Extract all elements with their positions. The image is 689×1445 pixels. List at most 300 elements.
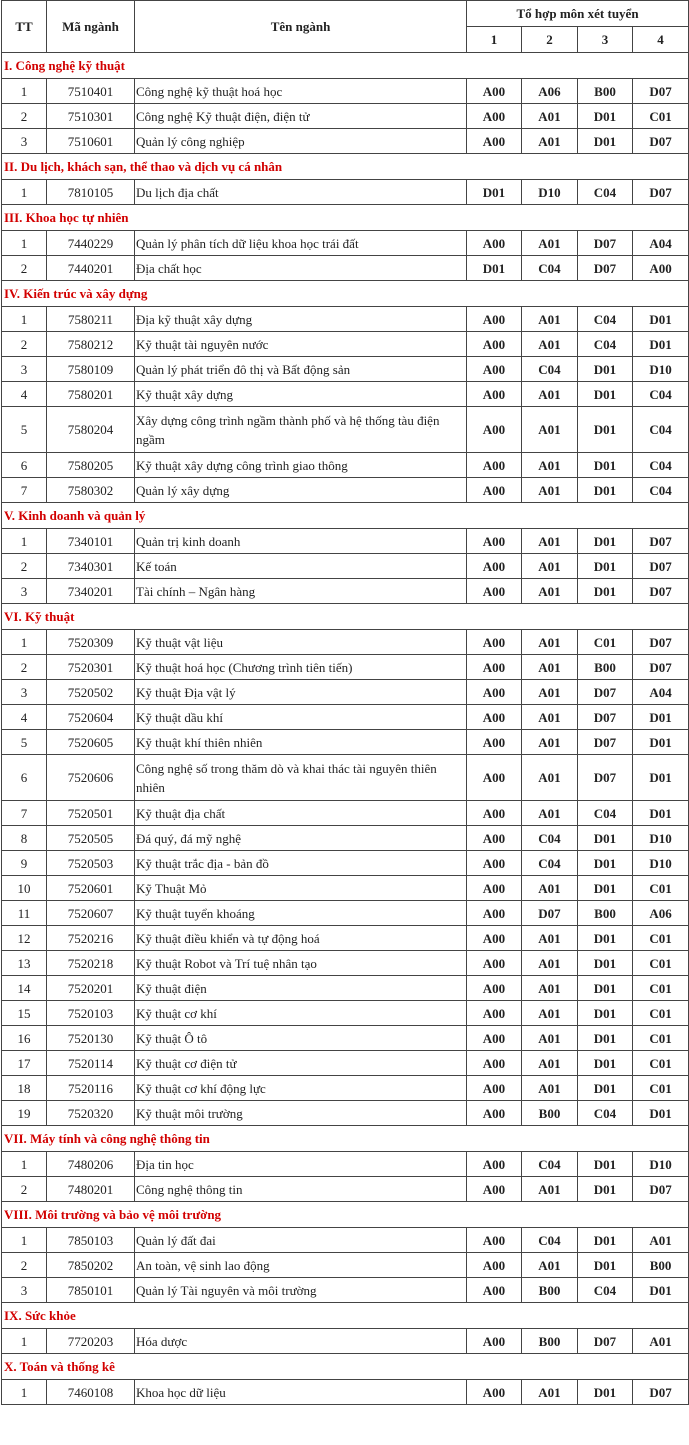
row-name: Hóa dược bbox=[135, 1329, 467, 1354]
row-subject-1: A00 bbox=[467, 851, 522, 876]
row-subject-1: A00 bbox=[467, 579, 522, 604]
row-subject-2: C04 bbox=[522, 357, 578, 382]
row-name: Quản lý xây dựng bbox=[135, 478, 467, 503]
row-subject-4: D07 bbox=[633, 1177, 689, 1202]
row-subject-2: A01 bbox=[522, 1177, 578, 1202]
row-subject-1: A00 bbox=[467, 730, 522, 755]
row-subject-3: B00 bbox=[578, 79, 633, 104]
row-name: Công nghệ Kỹ thuật điện, điện tử bbox=[135, 104, 467, 129]
table-row bbox=[2, 307, 689, 332]
row-subject-3: D01 bbox=[578, 453, 633, 478]
row-tt: 1 bbox=[2, 231, 47, 256]
row-code: 7520606 bbox=[47, 755, 135, 801]
row-subject-4: D01 bbox=[633, 1278, 689, 1303]
table-row bbox=[2, 1329, 689, 1354]
row-subject-1: A00 bbox=[467, 1177, 522, 1202]
row-subject-2: A01 bbox=[522, 478, 578, 503]
row-tt: 16 bbox=[2, 1026, 47, 1051]
row-code: 7520605 bbox=[47, 730, 135, 755]
row-subject-4: C01 bbox=[633, 1001, 689, 1026]
row-code: 7440201 bbox=[47, 256, 135, 281]
table-row bbox=[2, 407, 689, 453]
row-subject-3: D01 bbox=[578, 1051, 633, 1076]
row-subject-2: A01 bbox=[522, 755, 578, 801]
row-subject-4: C01 bbox=[633, 951, 689, 976]
row-code: 7440229 bbox=[47, 231, 135, 256]
row-subject-3: D01 bbox=[578, 554, 633, 579]
header-tt: TT bbox=[2, 1, 47, 53]
row-tt: 5 bbox=[2, 407, 47, 453]
table-row bbox=[2, 755, 689, 801]
row-code: 7580109 bbox=[47, 357, 135, 382]
row-name: Kỹ thuật cơ khí bbox=[135, 1001, 467, 1026]
row-tt: 4 bbox=[2, 382, 47, 407]
row-subject-3: C01 bbox=[578, 630, 633, 655]
row-code: 7850101 bbox=[47, 1278, 135, 1303]
section-row bbox=[2, 604, 689, 630]
table-row bbox=[2, 231, 689, 256]
row-subject-3: D01 bbox=[578, 478, 633, 503]
row-subject-4: D01 bbox=[633, 801, 689, 826]
row-code: 7580204 bbox=[47, 407, 135, 453]
row-subject-3: D01 bbox=[578, 926, 633, 951]
row-subject-2: A01 bbox=[522, 382, 578, 407]
row-subject-4: C04 bbox=[633, 382, 689, 407]
table-row bbox=[2, 79, 689, 104]
row-subject-4: A04 bbox=[633, 680, 689, 705]
row-subject-1: D01 bbox=[467, 256, 522, 281]
table-row bbox=[2, 579, 689, 604]
row-subject-4: D07 bbox=[633, 1380, 689, 1405]
row-subject-1: A00 bbox=[467, 801, 522, 826]
row-subject-2: A01 bbox=[522, 453, 578, 478]
row-code: 7480201 bbox=[47, 1177, 135, 1202]
row-subject-2: B00 bbox=[522, 1278, 578, 1303]
row-tt: 3 bbox=[2, 680, 47, 705]
row-name: Công nghệ số trong thăm dò và khai thác tài nguyên thiên nhiên bbox=[135, 755, 467, 801]
row-subject-4: C01 bbox=[633, 1051, 689, 1076]
row-code: 7850202 bbox=[47, 1253, 135, 1278]
row-name: Kỹ thuật vật liệu bbox=[135, 630, 467, 655]
row-subject-4: D10 bbox=[633, 851, 689, 876]
row-subject-4: C01 bbox=[633, 1026, 689, 1051]
row-subject-1: A00 bbox=[467, 876, 522, 901]
row-name: Kỹ thuật xây dựng công trình giao thông bbox=[135, 453, 467, 478]
row-subject-2: B00 bbox=[522, 1101, 578, 1126]
row-subject-4: A01 bbox=[633, 1329, 689, 1354]
row-subject-1: A00 bbox=[467, 529, 522, 554]
row-subject-1: A00 bbox=[467, 307, 522, 332]
row-tt: 19 bbox=[2, 1101, 47, 1126]
row-tt: 13 bbox=[2, 951, 47, 976]
row-subject-1: A00 bbox=[467, 382, 522, 407]
row-code: 7520116 bbox=[47, 1076, 135, 1101]
row-tt: 2 bbox=[2, 655, 47, 680]
row-subject-2: D10 bbox=[522, 180, 578, 205]
row-subject-1: A00 bbox=[467, 554, 522, 579]
row-subject-2: A01 bbox=[522, 1026, 578, 1051]
row-subject-4: D10 bbox=[633, 357, 689, 382]
row-code: 7580302 bbox=[47, 478, 135, 503]
row-code: 7720203 bbox=[47, 1329, 135, 1354]
row-subject-2: A06 bbox=[522, 79, 578, 104]
table-row bbox=[2, 630, 689, 655]
row-name: Kỹ thuật tuyển khoáng bbox=[135, 901, 467, 926]
row-name: Quản lý phát triển đô thị và Bất động sản bbox=[135, 357, 467, 382]
table-body bbox=[2, 53, 689, 1405]
table-row bbox=[2, 1152, 689, 1177]
row-tt: 8 bbox=[2, 826, 47, 851]
row-subject-2: A01 bbox=[522, 332, 578, 357]
section-row bbox=[2, 205, 689, 231]
row-code: 7580201 bbox=[47, 382, 135, 407]
table-row bbox=[2, 730, 689, 755]
table-row bbox=[2, 976, 689, 1001]
row-code: 7520103 bbox=[47, 1001, 135, 1026]
row-subject-1: A00 bbox=[467, 231, 522, 256]
table-row bbox=[2, 256, 689, 281]
table-row bbox=[2, 1278, 689, 1303]
row-tt: 5 bbox=[2, 730, 47, 755]
row-tt: 1 bbox=[2, 630, 47, 655]
row-subject-4: D07 bbox=[633, 579, 689, 604]
row-name: Kỹ thuật Địa vật lý bbox=[135, 680, 467, 705]
row-subject-4: C04 bbox=[633, 453, 689, 478]
table-row bbox=[2, 1253, 689, 1278]
row-code: 7520130 bbox=[47, 1026, 135, 1051]
row-subject-2: A01 bbox=[522, 876, 578, 901]
row-tt: 9 bbox=[2, 851, 47, 876]
row-tt: 1 bbox=[2, 529, 47, 554]
row-tt: 2 bbox=[2, 1177, 47, 1202]
row-name: Địa chất học bbox=[135, 256, 467, 281]
row-code: 7520301 bbox=[47, 655, 135, 680]
row-subject-2: A01 bbox=[522, 554, 578, 579]
row-subject-3: D01 bbox=[578, 826, 633, 851]
table-row bbox=[2, 951, 689, 976]
row-name: Kỹ thuật khí thiên nhiên bbox=[135, 730, 467, 755]
row-subject-3: D07 bbox=[578, 705, 633, 730]
section-row bbox=[2, 53, 689, 79]
row-subject-2: A01 bbox=[522, 104, 578, 129]
row-subject-4: D01 bbox=[633, 730, 689, 755]
row-name: Địa kỹ thuật xây dựng bbox=[135, 307, 467, 332]
row-subject-4: C01 bbox=[633, 926, 689, 951]
row-subject-1: A00 bbox=[467, 1101, 522, 1126]
row-subject-3: D01 bbox=[578, 876, 633, 901]
row-subject-4: D01 bbox=[633, 307, 689, 332]
row-subject-4: C04 bbox=[633, 478, 689, 503]
table-row bbox=[2, 1228, 689, 1253]
row-subject-2: D07 bbox=[522, 901, 578, 926]
row-subject-1: A00 bbox=[467, 1278, 522, 1303]
row-tt: 7 bbox=[2, 801, 47, 826]
row-subject-3: D01 bbox=[578, 951, 633, 976]
table-row bbox=[2, 1101, 689, 1126]
row-subject-3: D07 bbox=[578, 680, 633, 705]
row-name: An toàn, vệ sinh lao động bbox=[135, 1253, 467, 1278]
row-name: Kỹ thuật xây dựng bbox=[135, 382, 467, 407]
row-subject-4: D07 bbox=[633, 554, 689, 579]
row-subject-4: D07 bbox=[633, 129, 689, 154]
row-name: Công nghệ kỹ thuật hoá học bbox=[135, 79, 467, 104]
row-tt: 3 bbox=[2, 579, 47, 604]
row-code: 7520218 bbox=[47, 951, 135, 976]
table-row bbox=[2, 529, 689, 554]
row-subject-2: A01 bbox=[522, 231, 578, 256]
row-subject-1: A00 bbox=[467, 705, 522, 730]
row-subject-1: A00 bbox=[467, 332, 522, 357]
row-code: 7580205 bbox=[47, 453, 135, 478]
row-name: Kỹ thuật cơ khí động lực bbox=[135, 1076, 467, 1101]
row-subject-1: A00 bbox=[467, 1228, 522, 1253]
row-code: 7520607 bbox=[47, 901, 135, 926]
row-tt: 2 bbox=[2, 1253, 47, 1278]
table-row bbox=[2, 1001, 689, 1026]
row-name: Tài chính – Ngân hàng bbox=[135, 579, 467, 604]
row-code: 7810105 bbox=[47, 180, 135, 205]
row-subject-2: A01 bbox=[522, 705, 578, 730]
row-subject-3: D01 bbox=[578, 1152, 633, 1177]
row-subject-1: A00 bbox=[467, 755, 522, 801]
row-subject-2: A01 bbox=[522, 926, 578, 951]
row-subject-2: A01 bbox=[522, 655, 578, 680]
table-row bbox=[2, 680, 689, 705]
row-code: 7850103 bbox=[47, 1228, 135, 1253]
table-row bbox=[2, 104, 689, 129]
row-subject-3: D01 bbox=[578, 1076, 633, 1101]
row-name: Kỹ thuật điện bbox=[135, 976, 467, 1001]
row-subject-1: A00 bbox=[467, 951, 522, 976]
section-row bbox=[2, 1126, 689, 1152]
row-subject-3: D01 bbox=[578, 382, 633, 407]
table-row bbox=[2, 926, 689, 951]
row-code: 7520320 bbox=[47, 1101, 135, 1126]
row-subject-4: D01 bbox=[633, 1101, 689, 1126]
row-subject-3: D01 bbox=[578, 1380, 633, 1405]
row-subject-1: A00 bbox=[467, 357, 522, 382]
row-code: 7520502 bbox=[47, 680, 135, 705]
row-tt: 1 bbox=[2, 307, 47, 332]
row-tt: 1 bbox=[2, 1329, 47, 1354]
header-code: Mã ngành bbox=[47, 1, 135, 53]
row-code: 7520505 bbox=[47, 826, 135, 851]
row-name: Kỹ thuật cơ điện tử bbox=[135, 1051, 467, 1076]
table-row bbox=[2, 876, 689, 901]
row-subject-2: C04 bbox=[522, 1228, 578, 1253]
row-subject-3: D01 bbox=[578, 851, 633, 876]
row-subject-3: D01 bbox=[578, 1228, 633, 1253]
section-row bbox=[2, 154, 689, 180]
row-code: 7520503 bbox=[47, 851, 135, 876]
row-subject-1: A00 bbox=[467, 478, 522, 503]
row-subject-1: A00 bbox=[467, 976, 522, 1001]
table-header bbox=[2, 1, 689, 53]
row-code: 7340301 bbox=[47, 554, 135, 579]
section-row bbox=[2, 1354, 689, 1380]
row-tt: 14 bbox=[2, 976, 47, 1001]
row-tt: 2 bbox=[2, 554, 47, 579]
row-subject-2: A01 bbox=[522, 407, 578, 453]
row-subject-3: C04 bbox=[578, 307, 633, 332]
row-name: Quản lý Tài nguyên và môi trường bbox=[135, 1278, 467, 1303]
row-subject-1: A00 bbox=[467, 1253, 522, 1278]
table-row bbox=[2, 180, 689, 205]
row-code: 7580212 bbox=[47, 332, 135, 357]
row-tt: 3 bbox=[2, 1278, 47, 1303]
row-name: Quản trị kinh doanh bbox=[135, 529, 467, 554]
row-subject-1: A00 bbox=[467, 407, 522, 453]
row-subject-2: A01 bbox=[522, 630, 578, 655]
row-name: Kỹ thuật môi trường bbox=[135, 1101, 467, 1126]
row-subject-3: D07 bbox=[578, 730, 633, 755]
section-title: VIII. Môi trường và bảo vệ môi trường bbox=[2, 1202, 689, 1228]
row-name: Kỹ thuật hoá học (Chương trình tiên tiến) bbox=[135, 655, 467, 680]
row-name: Địa tin học bbox=[135, 1152, 467, 1177]
row-code: 7520114 bbox=[47, 1051, 135, 1076]
row-subject-3: D01 bbox=[578, 1001, 633, 1026]
row-subject-2: A01 bbox=[522, 730, 578, 755]
table-row bbox=[2, 851, 689, 876]
row-subject-1: A00 bbox=[467, 655, 522, 680]
row-subject-3: B00 bbox=[578, 901, 633, 926]
header-combo: Tổ hợp môn xét tuyển bbox=[467, 1, 689, 27]
section-title: III. Khoa học tự nhiên bbox=[2, 205, 689, 231]
row-subject-3: C04 bbox=[578, 1101, 633, 1126]
table-row bbox=[2, 478, 689, 503]
header-col-3: 3 bbox=[578, 27, 633, 53]
row-tt: 6 bbox=[2, 453, 47, 478]
row-code: 7520216 bbox=[47, 926, 135, 951]
table-row bbox=[2, 332, 689, 357]
row-code: 7520601 bbox=[47, 876, 135, 901]
row-subject-4: C01 bbox=[633, 976, 689, 1001]
row-subject-2: C04 bbox=[522, 851, 578, 876]
row-code: 7510601 bbox=[47, 129, 135, 154]
row-tt: 6 bbox=[2, 755, 47, 801]
row-subject-4: D07 bbox=[633, 655, 689, 680]
row-tt: 2 bbox=[2, 104, 47, 129]
row-subject-3: D01 bbox=[578, 579, 633, 604]
row-subject-2: C04 bbox=[522, 826, 578, 851]
row-subject-4: A01 bbox=[633, 1228, 689, 1253]
row-tt: 15 bbox=[2, 1001, 47, 1026]
row-subject-3: C04 bbox=[578, 180, 633, 205]
row-subject-1: A00 bbox=[467, 1001, 522, 1026]
section-title: IV. Kiến trúc và xây dựng bbox=[2, 281, 689, 307]
row-subject-3: D01 bbox=[578, 407, 633, 453]
row-subject-4: D10 bbox=[633, 1152, 689, 1177]
row-tt: 17 bbox=[2, 1051, 47, 1076]
row-code: 7480206 bbox=[47, 1152, 135, 1177]
table-row bbox=[2, 655, 689, 680]
section-title: X. Toán và thống kê bbox=[2, 1354, 689, 1380]
row-subject-2: A01 bbox=[522, 801, 578, 826]
row-subject-1: A00 bbox=[467, 1051, 522, 1076]
row-code: 7520501 bbox=[47, 801, 135, 826]
row-subject-3: C04 bbox=[578, 801, 633, 826]
section-row bbox=[2, 1303, 689, 1329]
row-code: 7510401 bbox=[47, 79, 135, 104]
row-subject-2: A01 bbox=[522, 129, 578, 154]
row-subject-1: A00 bbox=[467, 1152, 522, 1177]
row-code: 7510301 bbox=[47, 104, 135, 129]
section-title: V. Kinh doanh và quản lý bbox=[2, 503, 689, 529]
row-subject-2: A01 bbox=[522, 680, 578, 705]
row-tt: 1 bbox=[2, 79, 47, 104]
row-code: 7520309 bbox=[47, 630, 135, 655]
row-subject-2: A01 bbox=[522, 579, 578, 604]
row-subject-2: C04 bbox=[522, 256, 578, 281]
table-row bbox=[2, 129, 689, 154]
section-title: II. Du lịch, khách sạn, thể thao và dịch vụ cá nhân bbox=[2, 154, 689, 180]
row-subject-2: A01 bbox=[522, 1380, 578, 1405]
table-row bbox=[2, 1177, 689, 1202]
row-subject-2: A01 bbox=[522, 307, 578, 332]
row-subject-4: D07 bbox=[633, 630, 689, 655]
header-col-1: 1 bbox=[467, 27, 522, 53]
table-row bbox=[2, 1051, 689, 1076]
row-subject-4: A04 bbox=[633, 231, 689, 256]
row-code: 7520201 bbox=[47, 976, 135, 1001]
row-name: Quản lý phân tích dữ liệu khoa học trái đất bbox=[135, 231, 467, 256]
row-name: Kỹ thuật dầu khí bbox=[135, 705, 467, 730]
row-name: Kỹ thuật Robot và Trí tuệ nhân tạo bbox=[135, 951, 467, 976]
row-name: Kỹ thuật địa chất bbox=[135, 801, 467, 826]
row-subject-3: B00 bbox=[578, 655, 633, 680]
table-row bbox=[2, 357, 689, 382]
row-subject-1: A00 bbox=[467, 1026, 522, 1051]
row-code: 7340101 bbox=[47, 529, 135, 554]
row-subject-2: A01 bbox=[522, 1076, 578, 1101]
row-subject-1: A00 bbox=[467, 1329, 522, 1354]
row-subject-1: A00 bbox=[467, 926, 522, 951]
row-subject-4: D01 bbox=[633, 705, 689, 730]
row-name: Du lịch địa chất bbox=[135, 180, 467, 205]
row-subject-1: D01 bbox=[467, 180, 522, 205]
row-subject-4: A06 bbox=[633, 901, 689, 926]
header-col-4: 4 bbox=[633, 27, 689, 53]
row-subject-1: A00 bbox=[467, 1380, 522, 1405]
row-subject-2: B00 bbox=[522, 1329, 578, 1354]
row-subject-4: A00 bbox=[633, 256, 689, 281]
table-row bbox=[2, 801, 689, 826]
row-subject-4: D10 bbox=[633, 826, 689, 851]
row-subject-2: A01 bbox=[522, 529, 578, 554]
row-subject-4: D07 bbox=[633, 79, 689, 104]
row-subject-1: A00 bbox=[467, 104, 522, 129]
table-row bbox=[2, 1026, 689, 1051]
row-name: Kỹ thuật Ô tô bbox=[135, 1026, 467, 1051]
row-subject-4: D01 bbox=[633, 755, 689, 801]
row-subject-3: D01 bbox=[578, 104, 633, 129]
section-title: VI. Kỹ thuật bbox=[2, 604, 689, 630]
table-row bbox=[2, 901, 689, 926]
row-subject-4: C01 bbox=[633, 1076, 689, 1101]
section-row bbox=[2, 503, 689, 529]
row-tt: 11 bbox=[2, 901, 47, 926]
table-row bbox=[2, 554, 689, 579]
row-name: Kỹ thuật trắc địa - bản đồ bbox=[135, 851, 467, 876]
table-row bbox=[2, 1380, 689, 1405]
row-subject-4: C04 bbox=[633, 407, 689, 453]
row-name: Kỹ thuật tài nguyên nước bbox=[135, 332, 467, 357]
row-subject-1: A00 bbox=[467, 826, 522, 851]
row-subject-3: D01 bbox=[578, 976, 633, 1001]
row-subject-3: C04 bbox=[578, 332, 633, 357]
row-subject-4: D01 bbox=[633, 332, 689, 357]
section-row bbox=[2, 1202, 689, 1228]
